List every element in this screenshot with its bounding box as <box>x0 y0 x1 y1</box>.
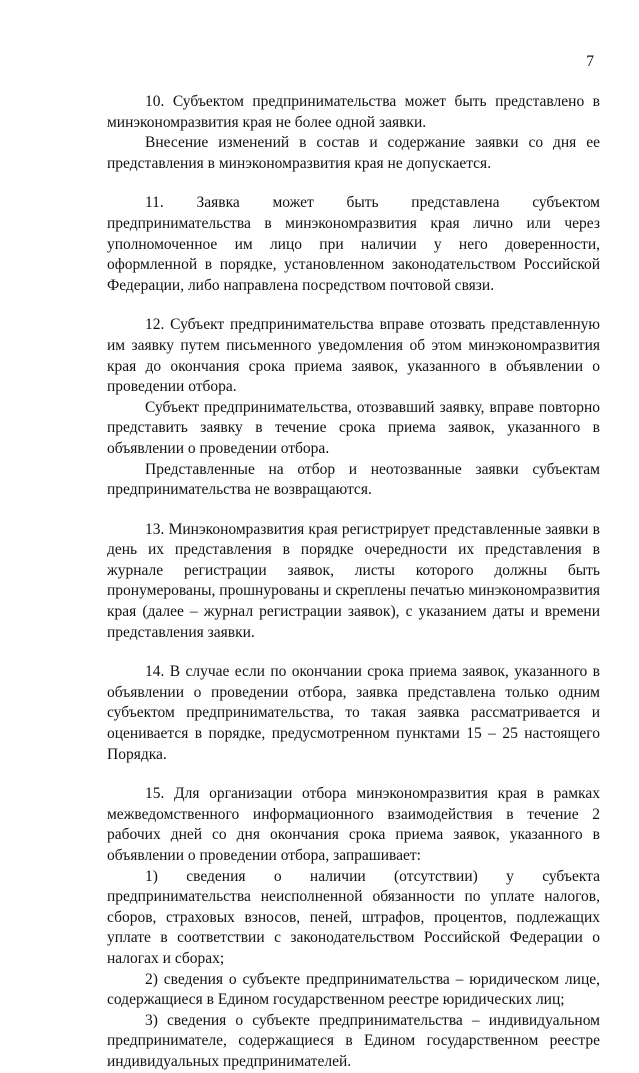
paragraph-13: 13. Минэкономразвития края регистрирует представленные заявки в день их представления в порядке очередности их представления в журнале регистрации заявок, листы которого должны быть пронумерованы, прошнурованы и скреплены печатью минэкономразвития края (далее – журнал регистрации заявок), с указанием даты и времени представления заявки. <box>107 520 600 641</box>
page-number: 7 <box>586 53 594 70</box>
document-body <box>107 92 600 1073</box>
paragraph-14: 14. В случае если по окончании срока приема заявок, указанного в объявлении о проведении отбора, заявка представлена только одним субъектом предпринимательства, то такая заявка рассматривается и оценивается в порядке, предусмотренном пунктами 15 – 25 настоящего Порядка. <box>107 663 600 763</box>
paragraph-15-item-2: 2) сведения о субъекте предпринимательства – юридическом лице, содержащиеся в Едином государственном реестре юридических лиц; <box>107 970 600 1009</box>
paragraph-11: 11. Заявка может быть представлена субъектом предпринимательства в минэкономразвития края лично или через уполномоченное им лицо при наличии у него доверенности, оформленной в порядке, установленном законодательством Российской Федерации, либо направлена посредством почтовой связи. <box>107 194 600 294</box>
paragraph-15-item-3: 3) сведения о субъекте предпринимательства – индивидуальном предпринимателе, содержащиеся в Едином государственном реестре индивидуальных предпринимателей. <box>107 1011 600 1070</box>
paragraph-10-continuation: Внесение изменений в состав и содержание заявки со дня ее представления в минэкономразвития края не допускается. <box>107 134 600 172</box>
paragraph-12: 12. Субъект предпринимательства вправе отозвать представленную им заявку путем письменного уведомления об этом минэкономразвития края до окончания срока приема заявок, указанного в объявлении о проведении отбора. <box>107 316 600 396</box>
paragraph-15: 15. Для организации отбора минэкономразвития края в рамках межведомственного информационного взаимодействия в течение 2 рабочих дней со дня окончания срока приема заявок, указанного в объявлении о проведении отбора, запрашивает: <box>107 785 600 864</box>
paragraph-15-item-1: 1) сведения о наличии (отсутствии) у субъекта предпринимательства неисполненной обязанности по уплате налогов, сборов, страховых взносов, пеней, штрафов, процентов, подлежащих уплате в соответствии с законодательством Российской Федерации о налогах и сборах; <box>107 867 600 967</box>
paragraph-12-continuation: Субъект предпринимательства, отозвавший заявку, вправе повторно представить заявку в течение срока приема заявок, указанного в объявлении о проведении отбора. <box>107 398 600 457</box>
paragraph-10: 10. Субъектом предпринимательства может быть представлено в минэкономразвития края не более одной заявки. <box>107 93 600 131</box>
paragraph-12-final: Представленные на отбор и неотозванные заявки субъектам предпринимательства не возвращаются. <box>107 460 600 499</box>
